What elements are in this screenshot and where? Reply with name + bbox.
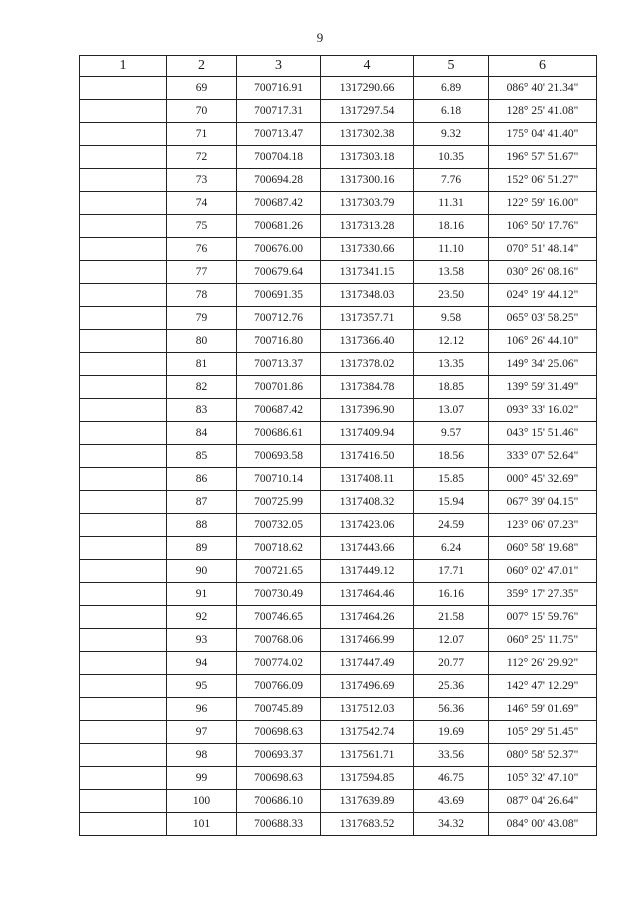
y-coordinate-cell: 1317303.79 bbox=[321, 192, 414, 215]
point-number-cell: 79 bbox=[167, 307, 237, 330]
point-number-cell: 73 bbox=[167, 169, 237, 192]
y-coordinate-cell: 1317330.66 bbox=[321, 238, 414, 261]
parcel-cell bbox=[80, 353, 167, 376]
x-coordinate-cell: 700712.76 bbox=[237, 307, 321, 330]
point-number-cell: 92 bbox=[167, 606, 237, 629]
point-number-cell: 81 bbox=[167, 353, 237, 376]
table-row bbox=[80, 744, 597, 767]
table-row bbox=[80, 445, 597, 468]
table-row bbox=[80, 376, 597, 399]
table-row bbox=[80, 652, 597, 675]
bearing-cell: 146° 59' 01.69" bbox=[489, 698, 597, 721]
distance-cell: 11.10 bbox=[414, 238, 489, 261]
table-row bbox=[80, 537, 597, 560]
header-cell: 1 bbox=[80, 56, 167, 77]
distance-cell: 19.69 bbox=[414, 721, 489, 744]
y-coordinate-cell: 1317313.28 bbox=[321, 215, 414, 238]
point-number-cell: 96 bbox=[167, 698, 237, 721]
x-coordinate-cell: 700693.58 bbox=[237, 445, 321, 468]
distance-cell: 34.32 bbox=[414, 813, 489, 836]
bearing-cell: 007° 15' 59.76" bbox=[489, 606, 597, 629]
bearing-cell: 123° 06' 07.23" bbox=[489, 514, 597, 537]
y-coordinate-cell: 1317378.02 bbox=[321, 353, 414, 376]
bearing-cell: 196° 57' 51.67" bbox=[489, 146, 597, 169]
parcel-cell bbox=[80, 606, 167, 629]
table-row bbox=[80, 399, 597, 422]
table-row bbox=[80, 790, 597, 813]
distance-cell: 6.18 bbox=[414, 100, 489, 123]
page-number: 9 bbox=[316, 30, 324, 45]
bearing-cell: 142° 47' 12.29" bbox=[489, 675, 597, 698]
header-cell: 2 bbox=[167, 56, 237, 77]
table-row bbox=[80, 491, 597, 514]
distance-cell: 12.12 bbox=[414, 330, 489, 353]
distance-cell: 25.36 bbox=[414, 675, 489, 698]
parcel-cell bbox=[80, 629, 167, 652]
point-number-cell: 83 bbox=[167, 399, 237, 422]
parcel-cell bbox=[80, 215, 167, 238]
y-coordinate-cell: 1317348.03 bbox=[321, 284, 414, 307]
point-number-cell: 94 bbox=[167, 652, 237, 675]
y-coordinate-cell: 1317396.90 bbox=[321, 399, 414, 422]
bearing-cell: 087° 04' 26.64" bbox=[489, 790, 597, 813]
y-coordinate-cell: 1317449.12 bbox=[321, 560, 414, 583]
bearing-cell: 024° 19' 44.12" bbox=[489, 284, 597, 307]
x-coordinate-cell: 700746.65 bbox=[237, 606, 321, 629]
y-coordinate-cell: 1317639.89 bbox=[321, 790, 414, 813]
y-coordinate-cell: 1317594.85 bbox=[321, 767, 414, 790]
table-row bbox=[80, 215, 597, 238]
point-number-cell: 98 bbox=[167, 744, 237, 767]
distance-cell: 23.50 bbox=[414, 284, 489, 307]
table-row bbox=[80, 169, 597, 192]
x-coordinate-cell: 700713.37 bbox=[237, 353, 321, 376]
x-coordinate-cell: 700725.99 bbox=[237, 491, 321, 514]
bearing-cell: 106° 26' 44.10" bbox=[489, 330, 597, 353]
x-coordinate-cell: 700710.14 bbox=[237, 468, 321, 491]
table-row bbox=[80, 284, 597, 307]
bearing-cell: 128° 25' 41.08" bbox=[489, 100, 597, 123]
point-number-cell: 93 bbox=[167, 629, 237, 652]
distance-cell: 18.16 bbox=[414, 215, 489, 238]
parcel-cell bbox=[80, 261, 167, 284]
point-number-cell: 101 bbox=[167, 813, 237, 836]
point-number-cell: 75 bbox=[167, 215, 237, 238]
y-coordinate-cell: 1317683.52 bbox=[321, 813, 414, 836]
point-number-cell: 74 bbox=[167, 192, 237, 215]
table-row bbox=[80, 698, 597, 721]
y-coordinate-cell: 1317466.99 bbox=[321, 629, 414, 652]
point-number-cell: 97 bbox=[167, 721, 237, 744]
table-row bbox=[80, 100, 597, 123]
distance-cell: 12.07 bbox=[414, 629, 489, 652]
parcel-cell bbox=[80, 123, 167, 146]
table-row bbox=[80, 468, 597, 491]
parcel-cell bbox=[80, 422, 167, 445]
point-number-cell: 86 bbox=[167, 468, 237, 491]
parcel-cell bbox=[80, 376, 167, 399]
y-coordinate-cell: 1317496.69 bbox=[321, 675, 414, 698]
bearing-cell: 060° 58' 19.68" bbox=[489, 537, 597, 560]
distance-cell: 15.85 bbox=[414, 468, 489, 491]
distance-cell: 24.59 bbox=[414, 514, 489, 537]
parcel-cell bbox=[80, 652, 167, 675]
table-row bbox=[80, 192, 597, 215]
bearing-cell: 112° 26' 29.92" bbox=[489, 652, 597, 675]
parcel-cell bbox=[80, 146, 167, 169]
table-row bbox=[80, 629, 597, 652]
table-row bbox=[80, 77, 597, 100]
bearing-cell: 122° 59' 16.00" bbox=[489, 192, 597, 215]
y-coordinate-cell: 1317384.78 bbox=[321, 376, 414, 399]
distance-cell: 9.32 bbox=[414, 123, 489, 146]
x-coordinate-cell: 700774.02 bbox=[237, 652, 321, 675]
bearing-cell: 067° 39' 04.15" bbox=[489, 491, 597, 514]
parcel-cell bbox=[80, 445, 167, 468]
distance-cell: 16.16 bbox=[414, 583, 489, 606]
x-coordinate-cell: 700766.09 bbox=[237, 675, 321, 698]
parcel-cell bbox=[80, 813, 167, 836]
distance-cell: 11.31 bbox=[414, 192, 489, 215]
x-coordinate-cell: 700732.05 bbox=[237, 514, 321, 537]
parcel-cell bbox=[80, 169, 167, 192]
table-row bbox=[80, 123, 597, 146]
y-coordinate-cell: 1317302.38 bbox=[321, 123, 414, 146]
bearing-cell: 359° 17' 27.35" bbox=[489, 583, 597, 606]
x-coordinate-cell: 700687.42 bbox=[237, 399, 321, 422]
y-coordinate-cell: 1317290.66 bbox=[321, 77, 414, 100]
x-coordinate-cell: 700730.49 bbox=[237, 583, 321, 606]
bearing-cell: 060° 25' 11.75" bbox=[489, 629, 597, 652]
y-coordinate-cell: 1317512.03 bbox=[321, 698, 414, 721]
point-number-cell: 82 bbox=[167, 376, 237, 399]
parcel-cell bbox=[80, 100, 167, 123]
y-coordinate-cell: 1317561.71 bbox=[321, 744, 414, 767]
y-coordinate-cell: 1317366.40 bbox=[321, 330, 414, 353]
x-coordinate-cell: 700698.63 bbox=[237, 767, 321, 790]
y-coordinate-cell: 1317297.54 bbox=[321, 100, 414, 123]
parcel-cell bbox=[80, 307, 167, 330]
parcel-cell bbox=[80, 537, 167, 560]
bearing-cell: 065° 03' 58.25" bbox=[489, 307, 597, 330]
parcel-cell bbox=[80, 767, 167, 790]
parcel-cell bbox=[80, 238, 167, 261]
point-number-cell: 70 bbox=[167, 100, 237, 123]
x-coordinate-cell: 700704.18 bbox=[237, 146, 321, 169]
coordinates-table bbox=[79, 55, 597, 836]
point-number-cell: 78 bbox=[167, 284, 237, 307]
bearing-cell: 030° 26' 08.16" bbox=[489, 261, 597, 284]
bearing-cell: 175° 04' 41.40" bbox=[489, 123, 597, 146]
y-coordinate-cell: 1317542.74 bbox=[321, 721, 414, 744]
header-row bbox=[80, 56, 597, 77]
parcel-cell bbox=[80, 790, 167, 813]
x-coordinate-cell: 700716.91 bbox=[237, 77, 321, 100]
x-coordinate-cell: 700691.35 bbox=[237, 284, 321, 307]
header-cell: 6 bbox=[489, 56, 597, 77]
parcel-cell bbox=[80, 399, 167, 422]
parcel-cell bbox=[80, 468, 167, 491]
point-number-cell: 71 bbox=[167, 123, 237, 146]
x-coordinate-cell: 700713.47 bbox=[237, 123, 321, 146]
bearing-cell: 149° 34' 25.06" bbox=[489, 353, 597, 376]
x-coordinate-cell: 700768.06 bbox=[237, 629, 321, 652]
table-row bbox=[80, 146, 597, 169]
parcel-cell bbox=[80, 77, 167, 100]
x-coordinate-cell: 700686.10 bbox=[237, 790, 321, 813]
bearing-cell: 084° 00' 43.08" bbox=[489, 813, 597, 836]
distance-cell: 21.58 bbox=[414, 606, 489, 629]
distance-cell: 6.24 bbox=[414, 537, 489, 560]
parcel-cell bbox=[80, 491, 167, 514]
y-coordinate-cell: 1317464.26 bbox=[321, 606, 414, 629]
distance-cell: 10.35 bbox=[414, 146, 489, 169]
y-coordinate-cell: 1317341.15 bbox=[321, 261, 414, 284]
point-number-cell: 72 bbox=[167, 146, 237, 169]
x-coordinate-cell: 700681.26 bbox=[237, 215, 321, 238]
table-row bbox=[80, 353, 597, 376]
bearing-cell: 139° 59' 31.49" bbox=[489, 376, 597, 399]
x-coordinate-cell: 700717.31 bbox=[237, 100, 321, 123]
distance-cell: 13.58 bbox=[414, 261, 489, 284]
y-coordinate-cell: 1317408.11 bbox=[321, 468, 414, 491]
point-number-cell: 77 bbox=[167, 261, 237, 284]
distance-cell: 6.89 bbox=[414, 77, 489, 100]
bearing-cell: 060° 02' 47.01" bbox=[489, 560, 597, 583]
y-coordinate-cell: 1317357.71 bbox=[321, 307, 414, 330]
distance-cell: 46.75 bbox=[414, 767, 489, 790]
bearing-cell: 070° 51' 48.14" bbox=[489, 238, 597, 261]
y-coordinate-cell: 1317409.94 bbox=[321, 422, 414, 445]
distance-cell: 33.56 bbox=[414, 744, 489, 767]
x-coordinate-cell: 700676.00 bbox=[237, 238, 321, 261]
point-number-cell: 84 bbox=[167, 422, 237, 445]
table-row bbox=[80, 813, 597, 836]
y-coordinate-cell: 1317408.32 bbox=[321, 491, 414, 514]
y-coordinate-cell: 1317416.50 bbox=[321, 445, 414, 468]
table-body bbox=[80, 77, 597, 836]
parcel-cell bbox=[80, 744, 167, 767]
x-coordinate-cell: 700686.61 bbox=[237, 422, 321, 445]
point-number-cell: 89 bbox=[167, 537, 237, 560]
x-coordinate-cell: 700687.42 bbox=[237, 192, 321, 215]
table-row bbox=[80, 307, 597, 330]
table-row bbox=[80, 721, 597, 744]
parcel-cell bbox=[80, 698, 167, 721]
point-number-cell: 85 bbox=[167, 445, 237, 468]
table-row bbox=[80, 422, 597, 445]
x-coordinate-cell: 700718.62 bbox=[237, 537, 321, 560]
table-row bbox=[80, 261, 597, 284]
y-coordinate-cell: 1317464.46 bbox=[321, 583, 414, 606]
x-coordinate-cell: 700688.33 bbox=[237, 813, 321, 836]
x-coordinate-cell: 700698.63 bbox=[237, 721, 321, 744]
parcel-cell bbox=[80, 675, 167, 698]
y-coordinate-cell: 1317300.16 bbox=[321, 169, 414, 192]
table-row bbox=[80, 238, 597, 261]
bearing-cell: 086° 40' 21.34" bbox=[489, 77, 597, 100]
bearing-cell: 105° 32' 47.10" bbox=[489, 767, 597, 790]
point-number-cell: 88 bbox=[167, 514, 237, 537]
table-row bbox=[80, 514, 597, 537]
bearing-cell: 106° 50' 17.76" bbox=[489, 215, 597, 238]
point-number-cell: 90 bbox=[167, 560, 237, 583]
x-coordinate-cell: 700721.65 bbox=[237, 560, 321, 583]
point-number-cell: 91 bbox=[167, 583, 237, 606]
x-coordinate-cell: 700694.28 bbox=[237, 169, 321, 192]
distance-cell: 7.76 bbox=[414, 169, 489, 192]
point-number-cell: 87 bbox=[167, 491, 237, 514]
point-number-cell: 80 bbox=[167, 330, 237, 353]
parcel-cell bbox=[80, 514, 167, 537]
header-cell: 5 bbox=[414, 56, 489, 77]
y-coordinate-cell: 1317303.18 bbox=[321, 146, 414, 169]
bearing-cell: 000° 45' 32.69" bbox=[489, 468, 597, 491]
distance-cell: 13.35 bbox=[414, 353, 489, 376]
distance-cell: 18.56 bbox=[414, 445, 489, 468]
parcel-cell bbox=[80, 583, 167, 606]
distance-cell: 13.07 bbox=[414, 399, 489, 422]
x-coordinate-cell: 700745.89 bbox=[237, 698, 321, 721]
table-row bbox=[80, 560, 597, 583]
bearing-cell: 093° 33' 16.02" bbox=[489, 399, 597, 422]
parcel-cell bbox=[80, 560, 167, 583]
parcel-cell bbox=[80, 330, 167, 353]
point-number-cell: 100 bbox=[167, 790, 237, 813]
header-cell: 4 bbox=[321, 56, 414, 77]
table-row bbox=[80, 583, 597, 606]
distance-cell: 20.77 bbox=[414, 652, 489, 675]
x-coordinate-cell: 700716.80 bbox=[237, 330, 321, 353]
bearing-cell: 105° 29' 51.45" bbox=[489, 721, 597, 744]
y-coordinate-cell: 1317443.66 bbox=[321, 537, 414, 560]
parcel-cell bbox=[80, 721, 167, 744]
bearing-cell: 152° 06' 51.27" bbox=[489, 169, 597, 192]
parcel-cell bbox=[80, 284, 167, 307]
distance-cell: 9.57 bbox=[414, 422, 489, 445]
bearing-cell: 080° 58' 52.37" bbox=[489, 744, 597, 767]
distance-cell: 17.71 bbox=[414, 560, 489, 583]
y-coordinate-cell: 1317447.49 bbox=[321, 652, 414, 675]
table-row bbox=[80, 606, 597, 629]
table-row bbox=[80, 767, 597, 790]
x-coordinate-cell: 700679.64 bbox=[237, 261, 321, 284]
distance-cell: 18.85 bbox=[414, 376, 489, 399]
bearing-cell: 043° 15' 51.46" bbox=[489, 422, 597, 445]
distance-cell: 43.69 bbox=[414, 790, 489, 813]
table-row bbox=[80, 675, 597, 698]
bearing-cell: 333° 07' 52.64" bbox=[489, 445, 597, 468]
header-cell: 3 bbox=[237, 56, 321, 77]
x-coordinate-cell: 700693.37 bbox=[237, 744, 321, 767]
table-row bbox=[80, 330, 597, 353]
point-number-cell: 69 bbox=[167, 77, 237, 100]
x-coordinate-cell: 700701.86 bbox=[237, 376, 321, 399]
parcel-cell bbox=[80, 192, 167, 215]
distance-cell: 9.58 bbox=[414, 307, 489, 330]
point-number-cell: 99 bbox=[167, 767, 237, 790]
distance-cell: 15.94 bbox=[414, 491, 489, 514]
point-number-cell: 76 bbox=[167, 238, 237, 261]
point-number-cell: 95 bbox=[167, 675, 237, 698]
y-coordinate-cell: 1317423.06 bbox=[321, 514, 414, 537]
distance-cell: 56.36 bbox=[414, 698, 489, 721]
